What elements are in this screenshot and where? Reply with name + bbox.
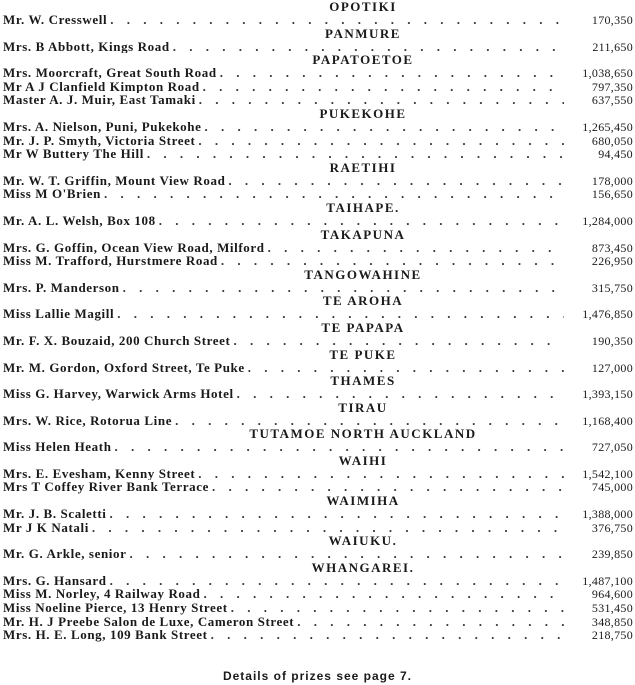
entry-name: Miss M. Trafford, Hurstmere Road <box>3 254 218 268</box>
entry-row <box>3 361 633 375</box>
footer-note: Details of prizes see page 7. <box>222 669 413 683</box>
entry-row <box>3 187 633 201</box>
dot-leader <box>221 254 564 268</box>
entry-row <box>3 480 633 494</box>
entry-name: Mrs. W. Rice, Rotorua Line <box>3 413 173 428</box>
entry-name: Mr. G. Arkle, senior <box>3 547 127 561</box>
dot-leader <box>203 80 564 94</box>
entry-value: 1,487,100 <box>582 573 633 588</box>
entry-value: 178,000 <box>591 173 633 188</box>
dot-leader <box>117 307 564 321</box>
entry-row <box>3 334 633 348</box>
section-heading: WAIMIHA <box>326 493 400 509</box>
entry-value: 156,650 <box>591 187 633 201</box>
entry-row <box>3 628 633 642</box>
entry-name: Mr. W. Cresswell <box>3 13 108 27</box>
section-heading: OPOTIKI <box>329 0 397 14</box>
entry-name: Master A. J. Muir, East Tamaki <box>3 93 196 107</box>
section-heading: THAMES <box>330 373 396 389</box>
dot-leader <box>173 40 564 54</box>
entry-value: 637,550 <box>591 93 633 107</box>
entry-name: Miss M O'Brien <box>3 187 101 201</box>
entry-name: Mr. H. J Preebe Salon de Luxe, Cameron Street <box>3 614 295 629</box>
entry-name: Mr. A. L. Welsh, Box 108 <box>3 213 156 228</box>
entry-value: 1,168,400 <box>582 413 633 428</box>
section-heading: TE PAPAPA <box>321 319 405 335</box>
entry-row <box>3 93 633 107</box>
entry-value: 170,350 <box>591 13 633 27</box>
section-heading: TAIHAPE. <box>326 199 400 215</box>
section-heading: PAPATOETOE <box>312 52 414 68</box>
entry-row <box>3 214 633 228</box>
entry-name: Miss M. Norley, 4 Railway Road <box>3 587 201 602</box>
entry-row <box>3 440 633 454</box>
entry-name: Mrs. H. E. Long, 109 Bank Street <box>3 628 208 642</box>
section-heading: WHANGAREI. <box>311 559 415 575</box>
dot-leader <box>204 120 564 134</box>
entry-name: Miss Lallie Magill <box>3 307 115 321</box>
entry-row <box>3 254 633 268</box>
entry-value: 1,284,000 <box>582 213 633 228</box>
entry-name: Mr. W. T. Griffin, Mount View Road <box>3 173 226 188</box>
entry-name: Mrs. A. Nielson, Puni, Pukekohe <box>3 119 202 134</box>
entry-value: 1,388,000 <box>582 507 633 521</box>
section-heading: RAETIHI <box>329 159 397 175</box>
section-heading: TE PUKE <box>329 346 397 362</box>
dot-leader <box>198 467 564 481</box>
entry-row <box>3 66 633 80</box>
entry-row <box>3 80 633 94</box>
dot-leader <box>159 214 564 228</box>
prize-winners-list <box>3 0 633 642</box>
dot-leader <box>115 440 564 454</box>
entry-name: Mr. M. Gordon, Oxford Street, Te Puke <box>3 360 245 375</box>
dot-leader <box>198 134 564 148</box>
entry-name: Miss Noeline Pierce, 13 Henry Street <box>3 601 228 615</box>
entry-name: Miss G. Harvey, Warwick Arms Hotel <box>3 387 234 401</box>
entry-name: Mrs. P. Manderson <box>3 280 120 295</box>
entry-row <box>3 507 633 521</box>
section-heading: PUKEKOHE <box>319 105 407 121</box>
entry-name: Mr W Buttery The Hill <box>3 147 144 161</box>
dot-leader <box>220 66 564 80</box>
entry-value: 190,350 <box>591 333 633 348</box>
entry-row <box>3 281 633 295</box>
section-heading: TIRAU <box>338 399 388 415</box>
section-heading: PANMURE <box>325 25 401 41</box>
entry-value: 873,450 <box>591 240 633 255</box>
entry-value: 315,750 <box>591 280 633 295</box>
section-heading: WAIHI <box>338 452 388 468</box>
section-heading: TAKAPUNA <box>320 226 406 242</box>
entry-value: 94,450 <box>598 147 633 161</box>
entry-value: 1,265,450 <box>582 119 633 134</box>
dot-leader <box>237 387 564 401</box>
entry-value: 531,450 <box>591 601 633 615</box>
entry-name: Miss Helen Heath <box>3 440 112 454</box>
dot-leader <box>231 601 564 615</box>
entry-value: 1,038,650 <box>582 66 633 80</box>
dot-leader <box>175 414 564 428</box>
entry-value: 1,393,150 <box>582 387 633 401</box>
dot-leader <box>123 281 564 295</box>
entry-name: Mrs. Moorcraft, Great South Road <box>3 66 217 80</box>
entry-value: 680,050 <box>591 133 633 148</box>
entry-value: 1,542,100 <box>582 466 633 481</box>
dot-leader <box>110 574 564 588</box>
section-heading: TUTAMOE NORTH AUCKLAND <box>249 426 477 442</box>
entry-row <box>3 414 633 428</box>
entry-value: 226,950 <box>591 254 633 268</box>
entry-row <box>3 134 633 148</box>
entry-value: 1,476,850 <box>582 307 633 321</box>
entry-value: 964,600 <box>591 587 633 602</box>
entry-row <box>3 467 633 481</box>
dot-leader <box>203 587 564 601</box>
entry-name: Mrs. E. Evesham, Kenny Street <box>3 466 196 481</box>
entry-name: Mrs T Coffey River Bank Terrace <box>3 480 209 495</box>
entry-row <box>3 574 633 588</box>
section-heading: WAIUKU. <box>328 533 398 549</box>
entry-row <box>3 40 633 54</box>
dot-leader <box>129 547 564 561</box>
entry-row <box>3 147 633 161</box>
dot-leader <box>248 361 564 375</box>
entry-value: 797,350 <box>591 79 633 94</box>
entry-value: 239,850 <box>591 547 633 561</box>
entry-row <box>3 387 633 401</box>
entry-row <box>3 547 633 561</box>
dot-leader <box>199 93 564 107</box>
dot-leader <box>147 147 564 161</box>
dot-leader <box>104 187 564 201</box>
entry-name: Mrs. G. Goffin, Ocean View Road, Milford <box>3 240 265 255</box>
entry-name: Mr A J Clanfield Kimpton Road <box>3 79 200 94</box>
entry-value: 211,650 <box>592 39 633 54</box>
section-heading: TANGOWAHINE <box>304 266 422 282</box>
dot-leader <box>297 615 564 629</box>
entry-name: Mr. J. P. Smyth, Victoria Street <box>3 133 196 148</box>
dot-leader <box>211 628 564 642</box>
dot-leader <box>110 13 564 27</box>
entry-row <box>3 174 633 188</box>
entry-row <box>3 587 633 601</box>
entry-value: 127,000 <box>591 360 633 375</box>
entry-value: 745,000 <box>591 480 633 495</box>
entry-name: Mrs. B Abbott, Kings Road <box>3 39 170 54</box>
entry-value: 218,750 <box>591 628 633 642</box>
entry-row <box>3 13 633 27</box>
dot-leader <box>233 334 564 348</box>
entry-row <box>3 241 633 255</box>
entry-row <box>3 521 633 535</box>
dot-leader <box>268 241 564 255</box>
entry-row <box>3 120 633 134</box>
section-heading: TE AROHA <box>322 293 404 309</box>
entry-row <box>3 307 633 321</box>
entry-row <box>3 601 633 615</box>
entry-name: Mrs. G. Hansard <box>3 573 107 588</box>
entry-value: 727,050 <box>591 440 633 454</box>
entry-name: Mr. F. X. Bouzaid, 200 Church Street <box>3 333 231 348</box>
entry-row <box>3 615 633 629</box>
entry-name: Mr. J. B. Scaletti <box>3 507 107 521</box>
entry-value: 376,750 <box>591 520 633 535</box>
dot-leader <box>92 521 564 535</box>
entry-name: Mr J K Natali <box>3 520 89 535</box>
dot-leader <box>212 480 564 494</box>
entry-value: 348,850 <box>591 614 633 629</box>
dot-leader <box>109 507 564 521</box>
dot-leader <box>228 174 564 188</box>
